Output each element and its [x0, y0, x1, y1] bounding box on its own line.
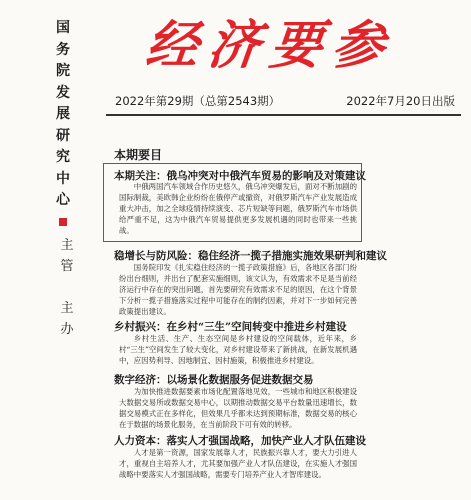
sponsor-vertical-label [58, 235, 76, 340]
publisher-char: 发 [56, 84, 70, 101]
article-heading[interactable]: 稳增长与防风险：稳住经济一揽子措施实施效果研判和建议 [114, 250, 387, 262]
sponsor-char [65, 277, 69, 298]
featured-article-summary: 中俄两国汽车领域合作历史悠久，俄乌冲突爆发后，面对不断加剧的国际制裁，美欧韩企业纷纷在俄停产或撤资，对俄罗斯汽车产业发展造成重大冲击，加之全球疫情持续演变、芯片短缺等问题，俄罗斯汽车市场供给严重不足，这为中俄汽车贸易提供更多发展机遇的同时也带来一些挑战。 [119, 182, 357, 235]
red-square-marker [59, 218, 67, 226]
article-summary: 国务院印发《扎实稳住经济的一揽子政策措施》后，各地区各部门纷纷出台细则，并出台了配套实施细则，该文认为，有效需求不足是当前经济运行中存在的突出问题，首先要研究有效需求不足的原因，在这个背景下分析一揽子措施落实过程中可能存在的制约因素，并对下一步如何完善政策提出建议。 [119, 263, 357, 316]
article-summary: 乡村生活、生产、生态空间是乡村建设的空间载体，近年来，乡村“三生”空间发生了较大变化，对乡村建设带来了新挑战，在新发展机遇中，应因势利导、因地制宜、因村施策，积极推进乡村建设。 [119, 334, 357, 365]
publisher-char: 务 [56, 41, 70, 58]
issue-date: 2022年7月20日出版 [346, 94, 455, 108]
article-heading[interactable]: 人力资本：落实人才强国战略，加快产业人才队伍建设 [114, 435, 366, 447]
publisher-char: 究 [56, 149, 70, 165]
issue-number: 2022年第29期（总第2543期） [115, 94, 281, 108]
article-summary: 人才是第一资源，国家发展靠人才，民族振兴靠人才，要大力引进人才，重视自主培养人才，尤其要加强产业人才队伍建设，在实施人才强国战略中要落实人才强国战略，需要专门培养产业人才智库建设。 [119, 448, 357, 479]
sponsor-char: 管 [60, 259, 74, 274]
sponsor-char: 办 [60, 322, 74, 337]
publisher-char: 国 [56, 20, 70, 36]
article-heading[interactable]: 乡村振兴：在乡村“三生”空间转变中推进乡村建设 [114, 321, 347, 333]
sponsor-char: 主 [60, 301, 74, 316]
issue-line [115, 93, 455, 109]
publisher-char: 展 [56, 106, 70, 122]
publisher-char: 心 [56, 192, 70, 208]
featured-article-heading: 本期关注：俄乌冲突对中俄汽车贸易的影响及对策建议 [114, 170, 366, 182]
header-divider [106, 114, 461, 116]
sponsor-char: 主 [60, 238, 74, 253]
publisher-vertical-title [54, 18, 72, 212]
masthead-title: 经济要参 [142, 15, 398, 76]
contents-heading: 本期要目 [114, 148, 163, 162]
publisher-char: 研 [56, 127, 70, 144]
publisher-char: 中 [56, 170, 70, 187]
article-heading[interactable]: 数字经济：以场景化数据服务促进数据交易 [114, 374, 314, 386]
publisher-char: 院 [56, 63, 70, 79]
article-summary: 为加快推进数据要素市场化配置落地见效，一些城市和地区积极建设大数据交易所或数据交易中心，以期推动数据交易平台数量迅速增长，数据交易模式正在多样化，但效果几乎都未达到预期标准，数据交易的核心在于数据的场景化服务，在当前阶段下可有效的转移。 [119, 387, 357, 429]
